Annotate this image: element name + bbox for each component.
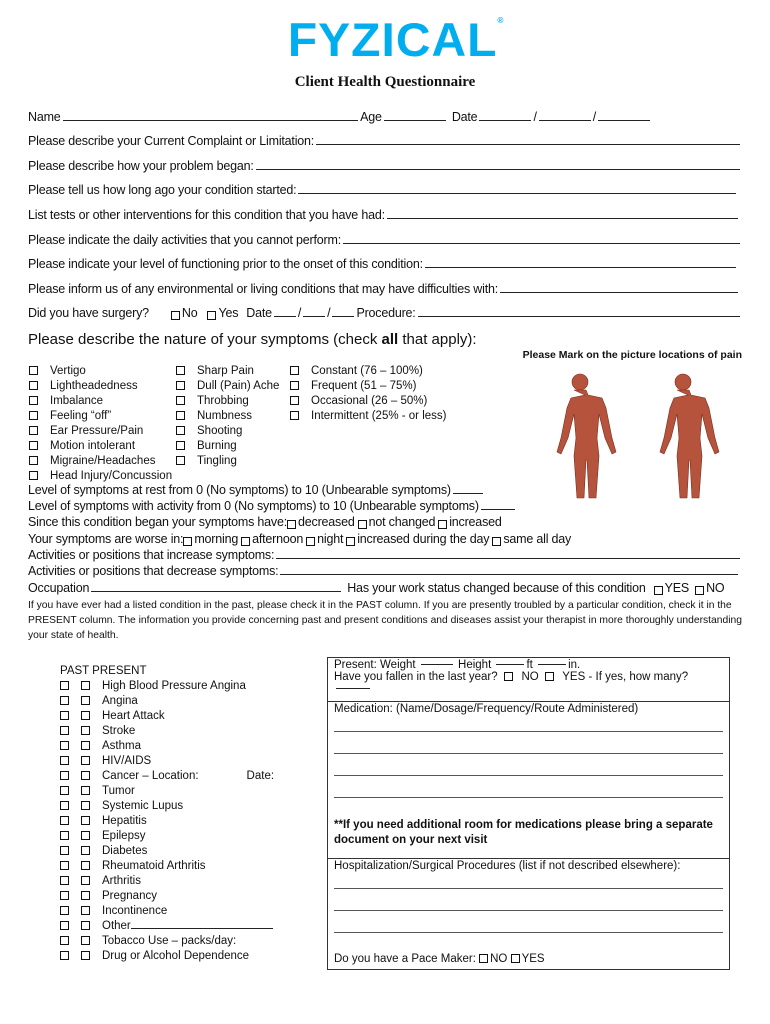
history-item	[60, 829, 274, 844]
increase-row	[28, 548, 742, 562]
body-diagram[interactable]	[530, 370, 740, 500]
occupation-label: Occupation	[28, 581, 90, 595]
hospitalization-line[interactable]	[334, 911, 723, 933]
condition-label: Stroke	[102, 725, 136, 737]
surgery-date-month[interactable]	[274, 316, 296, 317]
instructions-paragraph: If you have ever had a listed condition in the past, please check it in the PAST column. If you are presently troubled by a particular condition, check it in the PRESENT column. The information you provide concerning past and present conditions and diseases assist your therapist in more thoroughly understanding your state of health.	[28, 600, 742, 641]
symptom-list-1	[29, 364, 172, 484]
fallen-row: Have you fallen in the last year? NO YES - If yes, how many?	[334, 671, 723, 695]
symptom-checkbox[interactable]	[29, 426, 38, 435]
present-checkbox[interactable]	[81, 711, 90, 720]
yes-label: YES	[664, 581, 690, 595]
past-checkbox[interactable]	[60, 711, 69, 720]
name-age-date-row	[28, 110, 742, 124]
symptom-item	[29, 439, 172, 454]
worse-checkbox[interactable]	[306, 537, 315, 546]
question-row	[28, 159, 742, 173]
no-label: NO	[706, 581, 725, 595]
no-label: No	[181, 306, 198, 320]
tests-field[interactable]	[387, 218, 738, 219]
cancer-date-label: Date:	[246, 770, 275, 782]
symptom-item	[290, 409, 446, 424]
surgery-yes-checkbox[interactable]	[207, 311, 216, 320]
name-field[interactable]	[63, 120, 359, 121]
hospitalization-label: Hospitalization/Surgical Procedures (list if not described elsewhere):	[334, 860, 681, 872]
condition-label: Asthma	[102, 740, 141, 752]
present-checkbox[interactable]	[81, 846, 90, 855]
present-checkbox[interactable]	[81, 936, 90, 945]
date-label: Date	[246, 306, 272, 320]
past-checkbox[interactable]	[60, 801, 69, 810]
procedure-label: Procedure:	[356, 306, 416, 320]
age-field[interactable]	[384, 120, 446, 121]
question-label: Please describe how your problem began:	[28, 159, 254, 173]
history-item	[60, 814, 274, 829]
symptom-checkbox[interactable]	[29, 441, 38, 450]
since-label: Since this condition began your symptoms have:	[28, 515, 288, 529]
symptom-checkbox[interactable]	[176, 396, 185, 405]
since-option-label: not changed	[368, 515, 436, 529]
falls-count-field[interactable]	[336, 688, 370, 689]
since-option-label: decreased	[298, 515, 355, 529]
present-checkbox[interactable]	[81, 681, 90, 690]
decrease-row	[28, 564, 740, 578]
symptom-label: Frequent (51 – 75%)	[311, 380, 417, 392]
past-checkbox[interactable]	[60, 951, 69, 960]
symptom-label: Migraine/Headaches	[50, 455, 156, 467]
symptom-label: Sharp Pain	[197, 365, 254, 377]
symptom-item	[29, 454, 172, 469]
symptom-list-3	[290, 364, 446, 424]
history-item	[60, 799, 274, 814]
condition-label: Pregnancy	[102, 890, 157, 902]
question-row	[28, 282, 740, 296]
question-label: Please describe your Current Complaint or Limitation:	[28, 134, 315, 148]
yes-label: Yes	[218, 306, 239, 320]
past-checkbox[interactable]	[60, 681, 69, 690]
question-label: List tests or other interventions for this condition that you have had:	[28, 208, 385, 222]
worse-checkbox[interactable]	[492, 537, 501, 546]
condition-label: HIV/AIDS	[102, 755, 152, 767]
symptom-label: Lightheadedness	[50, 380, 138, 392]
history-item	[60, 904, 274, 919]
symptom-checkbox[interactable]	[176, 441, 185, 450]
medication-note: **If you need additional room for medications please bring a separate document on your next visit	[334, 819, 713, 846]
weight-field[interactable]	[421, 664, 453, 665]
symptom-label: Head Injury/Concussion	[50, 470, 173, 482]
symptom-item	[290, 379, 446, 394]
date-label: Date	[451, 110, 478, 124]
question-row	[28, 208, 740, 222]
symptom-item	[29, 379, 172, 394]
condition-label: Diabetes	[102, 845, 148, 857]
symptom-label: Numbness	[197, 410, 252, 422]
health-details-box	[327, 657, 730, 970]
level-rest-row	[28, 483, 742, 497]
work-no-checkbox[interactable]	[695, 586, 704, 595]
worse-option-label: increased during the day	[357, 532, 490, 546]
past-checkbox[interactable]	[60, 891, 69, 900]
symptom-checkbox[interactable]	[290, 396, 299, 405]
condition-label: Tobacco Use – packs/day:	[102, 935, 237, 947]
question-label: Please tell us how long ago your condition started:	[28, 183, 297, 197]
slash: /	[592, 110, 596, 124]
worse-checkbox[interactable]	[346, 537, 355, 546]
date-year-field[interactable]	[598, 120, 650, 121]
symptom-checkbox[interactable]	[29, 471, 38, 480]
condition-label: Epilepsy	[102, 830, 146, 842]
present-checkbox[interactable]	[81, 726, 90, 735]
present-checkbox[interactable]	[81, 876, 90, 885]
surgery-date-day[interactable]	[303, 316, 325, 317]
history-item	[60, 889, 274, 904]
symptom-checkbox[interactable]	[290, 411, 299, 420]
present-checkbox[interactable]	[81, 696, 90, 705]
since-checkbox[interactable]	[358, 520, 367, 529]
present-checkbox[interactable]	[81, 816, 90, 825]
present-checkbox[interactable]	[81, 741, 90, 750]
history-item	[60, 739, 274, 754]
symptom-label: Shooting	[197, 425, 243, 437]
present-checkbox[interactable]	[81, 756, 90, 765]
symptom-item	[29, 364, 172, 379]
surgery-date-year[interactable]	[332, 316, 354, 317]
symptom-checkbox[interactable]	[290, 366, 299, 375]
symptom-checkbox[interactable]	[176, 411, 185, 420]
history-item	[60, 694, 274, 709]
symptom-label: Feeling “off”	[50, 410, 112, 422]
condition-label: Tumor	[102, 785, 135, 797]
history-item	[60, 949, 274, 964]
hospitalization-line[interactable]	[334, 889, 723, 911]
worse-option-label: morning	[194, 532, 239, 546]
date-month-field[interactable]	[479, 120, 531, 121]
symptom-checkbox[interactable]	[176, 426, 185, 435]
past-checkbox[interactable]	[60, 921, 69, 930]
level-activity-row	[28, 499, 742, 513]
symptom-label: Motion intolerant	[50, 440, 136, 452]
past-checkbox[interactable]	[60, 876, 69, 885]
symptom-item	[176, 424, 279, 439]
fyzical-logo: FYZICAL®	[287, 13, 505, 66]
symptom-label: Vertigo	[50, 365, 86, 377]
history-header: PAST PRESENT	[60, 665, 147, 677]
pacemaker-yes-checkbox[interactable]	[511, 954, 520, 963]
symptom-label: Throbbing	[197, 395, 249, 407]
occupation-row	[28, 581, 742, 595]
symptom-checkbox[interactable]	[29, 381, 38, 390]
past-checkbox[interactable]	[60, 786, 69, 795]
increase-label: Activities or positions that increase symptoms:	[28, 548, 275, 562]
complaint-field[interactable]	[316, 144, 740, 145]
height-in-field[interactable]	[538, 664, 566, 665]
present-checkbox[interactable]	[81, 951, 90, 960]
name-label: Name	[28, 110, 61, 124]
symptom-checkbox[interactable]	[290, 381, 299, 390]
pain-map-label: Please Mark on the picture locations of pain	[522, 349, 742, 361]
medical-history-list	[60, 664, 274, 964]
slash: /	[297, 306, 302, 320]
pacemaker-no-checkbox[interactable]	[479, 954, 488, 963]
since-row	[28, 515, 742, 529]
question-row	[28, 183, 738, 197]
history-item	[60, 724, 274, 739]
weight-height-row: Present: Weight Height ft in.	[334, 659, 581, 671]
symptom-item	[290, 364, 446, 379]
past-checkbox[interactable]	[60, 726, 69, 735]
symptom-label: Dull (Pain) Ache	[197, 380, 280, 392]
symptom-label: Tingling	[197, 455, 237, 467]
worse-option-label: same all day	[503, 532, 572, 546]
fallen-no-checkbox[interactable]	[504, 672, 513, 681]
condition-label: High Blood Pressure Angina	[102, 680, 246, 692]
slash: /	[327, 306, 331, 320]
history-item	[60, 679, 274, 694]
daily-activities-field[interactable]	[343, 243, 740, 244]
other-field[interactable]	[131, 928, 273, 929]
problem-began-field[interactable]	[256, 169, 740, 170]
past-checkbox[interactable]	[60, 741, 69, 750]
worse-row	[28, 532, 742, 546]
symptom-item	[176, 394, 279, 409]
work-status-label: Has your work status changed because of this condition	[347, 581, 646, 595]
age-label: Age	[360, 110, 382, 124]
medication-label: Medication: (Name/Dosage/Frequency/Route Administered)	[334, 703, 639, 715]
slash: /	[533, 110, 537, 124]
condition-label: Systemic Lupus	[102, 800, 184, 812]
symptom-item	[29, 394, 172, 409]
environment-field[interactable]	[500, 292, 738, 293]
present-checkbox[interactable]	[81, 801, 90, 810]
symptom-item	[290, 394, 446, 409]
work-yes-checkbox[interactable]	[654, 586, 663, 595]
decrease-label: Activities or positions that decrease symptoms:	[28, 564, 279, 578]
past-checkbox[interactable]	[60, 816, 69, 825]
condition-label: Angina	[102, 695, 138, 707]
history-item	[60, 874, 274, 889]
symptom-item	[29, 469, 172, 484]
date-day-field[interactable]	[539, 120, 591, 121]
past-checkbox[interactable]	[60, 906, 69, 915]
symptom-item	[176, 454, 279, 469]
medication-line[interactable]	[334, 715, 723, 732]
condition-label: Arthritis	[102, 875, 141, 887]
history-item	[60, 934, 274, 949]
symptoms-heading: Please describe the nature of your symptoms (check all that apply):	[28, 331, 477, 348]
past-checkbox[interactable]	[60, 756, 69, 765]
symptom-label: Burning	[197, 440, 237, 452]
history-item	[60, 844, 274, 859]
condition-label: Other	[102, 920, 131, 932]
symptom-item	[176, 409, 279, 424]
history-item	[60, 754, 274, 769]
symptom-label: Imbalance	[50, 395, 104, 407]
symptom-label: Ear Pressure/Pain	[50, 425, 144, 437]
since-option-label: increased	[449, 515, 502, 529]
present-checkbox[interactable]	[81, 906, 90, 915]
condition-label: Cancer – Location:	[102, 770, 199, 782]
past-checkbox[interactable]	[60, 846, 69, 855]
symptom-item	[176, 379, 279, 394]
past-checkbox[interactable]	[60, 696, 69, 705]
level-activity-label: Level of symptoms with activity from 0 (No symptoms) to 10 (Unbearable symptoms)	[28, 499, 479, 513]
procedure-field[interactable]	[418, 316, 740, 317]
worse-checkbox[interactable]	[241, 537, 250, 546]
condition-label: Rheumatoid Arthritis	[102, 860, 206, 872]
present-checkbox[interactable]	[81, 921, 90, 930]
symptom-list-2	[176, 364, 279, 469]
medication-line[interactable]	[334, 776, 723, 798]
symptom-item	[176, 364, 279, 379]
worse-option-label: night	[317, 532, 344, 546]
surgery-row	[28, 306, 742, 320]
past-checkbox[interactable]	[60, 771, 69, 780]
history-item	[60, 784, 274, 799]
surgery-label: Did you have surgery?	[28, 306, 149, 320]
symptom-checkbox[interactable]	[29, 456, 38, 465]
present-checkbox[interactable]	[81, 861, 90, 870]
question-row	[28, 134, 742, 148]
history-item	[60, 769, 274, 784]
present-checkbox[interactable]	[81, 771, 90, 780]
symptom-label: Intermittent (25% - or less)	[311, 410, 447, 422]
condition-label: Heart Attack	[102, 710, 165, 722]
level-activity-field[interactable]	[481, 509, 515, 510]
condition-label: Hepatitis	[102, 815, 147, 827]
present-checkbox[interactable]	[81, 831, 90, 840]
increase-field[interactable]	[276, 558, 740, 559]
decrease-field[interactable]	[280, 574, 738, 575]
medication-line[interactable]	[334, 754, 723, 776]
question-label: Please indicate the daily activities that you cannot perform:	[28, 233, 341, 247]
page-title: Client Health Questionnaire	[294, 74, 476, 90]
past-checkbox[interactable]	[60, 936, 69, 945]
fallen-yes-checkbox[interactable]	[545, 672, 554, 681]
symptom-item	[29, 424, 172, 439]
medication-line[interactable]	[334, 732, 723, 754]
symptom-checkbox[interactable]	[176, 381, 185, 390]
history-item	[60, 709, 274, 724]
symptom-label: Constant (76 – 100%)	[311, 365, 423, 377]
worse-option-label: afternoon	[252, 532, 304, 546]
body-back-figure	[660, 374, 719, 498]
condition-label: Incontinence	[102, 905, 168, 917]
body-front-figure	[557, 374, 616, 498]
condition-started-field[interactable]	[298, 193, 736, 194]
past-checkbox[interactable]	[60, 861, 69, 870]
worse-label: Your symptoms are worse in:	[28, 532, 184, 546]
past-checkbox[interactable]	[60, 831, 69, 840]
worse-checkbox[interactable]	[183, 537, 192, 546]
pacemaker-row: Do you have a Pace Maker: NO YES	[334, 953, 545, 965]
height-ft-field[interactable]	[496, 664, 524, 665]
symptom-checkbox[interactable]	[29, 396, 38, 405]
since-checkbox[interactable]	[438, 520, 447, 529]
symptom-checkbox[interactable]	[176, 456, 185, 465]
level-rest-label: Level of symptoms at rest from 0 (No symptoms) to 10 (Unbearable symptoms)	[28, 483, 451, 497]
surgery-no-checkbox[interactable]	[171, 311, 180, 320]
symptom-checkbox[interactable]	[176, 366, 185, 375]
present-checkbox[interactable]	[81, 786, 90, 795]
symptom-item	[176, 439, 279, 454]
hospitalization-line[interactable]	[334, 872, 723, 889]
symptom-label: Occasional (26 – 50%)	[311, 395, 428, 407]
symptom-checkbox[interactable]	[29, 366, 38, 375]
history-item	[60, 919, 274, 934]
question-label: Please inform us of any environmental or living conditions that may have difficulties with:	[28, 282, 499, 296]
level-rest-field[interactable]	[453, 493, 483, 494]
occupation-field[interactable]	[91, 591, 341, 592]
question-row	[28, 257, 738, 271]
question-row	[28, 233, 742, 247]
condition-label: Drug or Alcohol Dependence	[102, 950, 250, 962]
prior-function-field[interactable]	[425, 267, 736, 268]
symptom-checkbox[interactable]	[29, 411, 38, 420]
symptom-item	[29, 409, 172, 424]
question-label: Please indicate your level of functioning prior to the onset of this condition:	[28, 257, 423, 271]
since-checkbox[interactable]	[287, 520, 296, 529]
history-item	[60, 859, 274, 874]
present-checkbox[interactable]	[81, 891, 90, 900]
